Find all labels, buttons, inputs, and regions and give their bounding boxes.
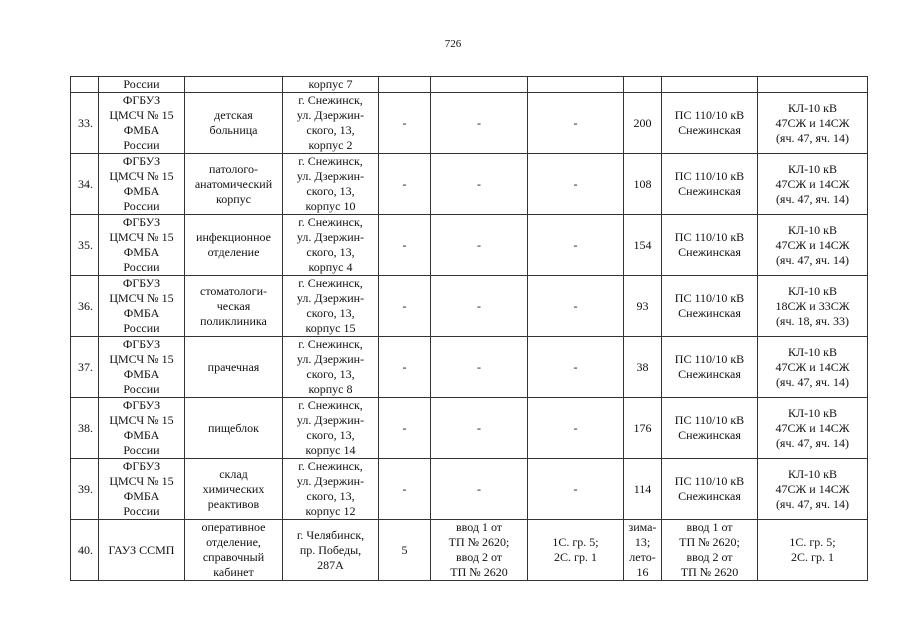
cell-address-line: корпус 10 <box>305 199 356 213</box>
cell-c7-line: 1С. гр. 5; <box>552 535 599 549</box>
cell-load: 154 <box>624 215 662 276</box>
cell-object-line: отделение, <box>206 535 261 549</box>
cell-address-line: г. Снежинск, <box>298 337 363 351</box>
table-row <box>71 398 868 459</box>
cell-c7: - <box>528 276 624 337</box>
cell-c5 <box>379 77 431 93</box>
cell-line <box>758 276 868 337</box>
cell-load <box>624 520 662 581</box>
cell-org-line: ФГБУЗ <box>122 337 161 351</box>
cell-c5: - <box>379 93 431 154</box>
cell-c6 <box>431 77 528 93</box>
cell-address <box>283 398 379 459</box>
cell-org-line: ФМБА <box>123 367 160 381</box>
cell-line <box>758 93 868 154</box>
cell-c5: 5 <box>379 520 431 581</box>
cell-object-line: поликлиника <box>200 313 267 328</box>
cell-object-line: кабинет <box>213 565 254 579</box>
cell-object <box>185 459 283 520</box>
cell-substation-line: ввод 2 от <box>686 550 733 564</box>
cell-address <box>283 276 379 337</box>
cell-substation-line: Снежинская <box>678 184 741 198</box>
cell-org-line: ФГБУЗ <box>122 93 161 107</box>
cell-org-line: России <box>123 443 160 457</box>
cell-object <box>185 77 283 93</box>
cell-line-line: 47СЖ и 14СЖ <box>775 115 850 130</box>
cell-substation-line: ПС 110/10 кВ <box>674 169 745 183</box>
cell-address-line: корпус 14 <box>305 443 356 457</box>
cell-address-line: 287А <box>317 557 344 572</box>
table-row <box>71 154 868 215</box>
cell-address <box>283 459 379 520</box>
table-row <box>71 93 868 154</box>
cell-address-line: г. Челябинск, <box>296 527 365 542</box>
cell-org: России <box>99 77 185 93</box>
cell-object <box>185 337 283 398</box>
cell-line <box>758 520 868 581</box>
cell-org <box>99 154 185 215</box>
cell-object <box>185 398 283 459</box>
cell-c7 <box>528 77 624 93</box>
cell-line-line: (яч. 18, яч. 33) <box>775 313 850 328</box>
cell-object <box>185 215 283 276</box>
cell-org-line: ФМБА <box>123 123 160 137</box>
cell-c7: - <box>528 93 624 154</box>
cell-substation-line: ПС 110/10 кВ <box>674 230 745 244</box>
cell-load: 108 <box>624 154 662 215</box>
table-row <box>71 276 868 337</box>
cell-org <box>99 337 185 398</box>
cell-c5: - <box>379 398 431 459</box>
cell-c5: - <box>379 276 431 337</box>
cell-line-line: 47СЖ и 14СЖ <box>775 420 850 435</box>
cell-address-line: г. Снежинск, <box>298 276 363 290</box>
cell-object-line: химических <box>202 481 265 496</box>
cell-address-line: ского, 13, <box>306 245 355 259</box>
cell-c7 <box>528 520 624 581</box>
cell-c6-line: ввод 1 от <box>455 520 503 534</box>
cell-address <box>283 520 379 581</box>
cell-substation-line: Снежинская <box>678 367 741 381</box>
cell-org-line: ЦМСЧ № 15 <box>109 291 174 305</box>
cell-org-line: ЦМСЧ № 15 <box>109 474 174 488</box>
cell-object <box>185 520 283 581</box>
cell-load-line: лето- <box>629 550 656 564</box>
cell-org-line: ФГБУЗ <box>122 398 161 412</box>
cell-line <box>758 337 868 398</box>
cell-line-line: 47СЖ и 14СЖ <box>775 481 850 496</box>
cell-object-line: патолого- <box>209 161 258 176</box>
cell-address-line: г. Снежинск, <box>298 154 363 168</box>
cell-c5: - <box>379 215 431 276</box>
cell-load-line: 13; <box>634 535 651 549</box>
cell-line-line: 47СЖ и 14СЖ <box>775 176 850 191</box>
cell-line-line: (яч. 47, яч. 14) <box>775 191 850 206</box>
cell-org-line: ЦМСЧ № 15 <box>109 108 174 122</box>
cell-address-line: ского, 13, <box>306 367 355 381</box>
cell-substation <box>662 215 758 276</box>
cell-org-line: ЦМСЧ № 15 <box>109 413 174 427</box>
cell-substation <box>662 337 758 398</box>
cell-line-line: КЛ-10 кВ <box>788 100 837 115</box>
cell-c6-line: ввод 2 от <box>455 550 503 564</box>
table-row <box>71 520 868 581</box>
cell-address-line: ул. Дзержин- <box>296 169 365 183</box>
table-row <box>71 215 868 276</box>
cell-address <box>283 154 379 215</box>
cell-org <box>99 215 185 276</box>
cell-org-line: ФМБА <box>123 245 160 259</box>
cell-substation-line: ТП № 2620; <box>679 535 740 549</box>
cell-object-line: справочный <box>202 550 265 564</box>
continuation-row <box>71 77 868 93</box>
cell-c7: - <box>528 337 624 398</box>
cell-org-line: ЦМСЧ № 15 <box>109 169 174 183</box>
cell-org-line: ГАУЗ ССМП <box>108 542 175 557</box>
cell-org-line: ЦМСЧ № 15 <box>109 352 174 366</box>
cell-substation <box>662 520 758 581</box>
cell-substation-line: Снежинская <box>678 245 741 259</box>
cell-org-line: ФГБУЗ <box>122 154 161 168</box>
cell-org-line: ЦМСЧ № 15 <box>109 230 174 244</box>
cell-num: 36. <box>71 276 99 337</box>
cell-object-line: стоматологи- <box>200 283 267 298</box>
cell-org <box>99 276 185 337</box>
cell-substation-line: ПС 110/10 кВ <box>674 291 745 305</box>
cell-org-line: России <box>123 321 160 335</box>
table-row <box>71 337 868 398</box>
data-table <box>70 76 868 581</box>
cell-org-line: ФГБУЗ <box>122 459 161 473</box>
cell-address-line: корпус 12 <box>305 504 356 518</box>
cell-org <box>99 93 185 154</box>
cell-c6: - <box>431 215 528 276</box>
cell-line-line: 47СЖ и 14СЖ <box>775 237 850 252</box>
cell-org-line: ФМБА <box>123 489 160 503</box>
cell-substation-line: ПС 110/10 кВ <box>674 413 745 427</box>
cell-org-line: ФМБА <box>123 428 160 442</box>
cell-load: 114 <box>624 459 662 520</box>
cell-address-line: корпус 8 <box>308 382 353 396</box>
cell-num: 37. <box>71 337 99 398</box>
cell-address-line: ул. Дзержин- <box>296 413 365 427</box>
cell-address-line: ского, 13, <box>306 428 355 442</box>
cell-address-line: корпус 4 <box>308 260 353 274</box>
cell-address <box>283 215 379 276</box>
cell-c7: - <box>528 398 624 459</box>
cell-org <box>99 520 185 581</box>
cell-line-line: КЛ-10 кВ <box>788 283 837 298</box>
cell-address-line: г. Снежинск, <box>298 215 363 229</box>
cell-address-line: ул. Дзержин- <box>296 474 365 488</box>
cell-object-line: анатомический <box>194 176 273 191</box>
cell-address-line: ского, 13, <box>306 306 355 320</box>
cell-address-line: корпус 2 <box>308 138 353 152</box>
cell-address-line: пр. Победы, <box>299 542 362 557</box>
cell-line-line: (яч. 47, яч. 14) <box>775 374 850 389</box>
cell-load-line: 16 <box>636 565 649 579</box>
cell-org-line: ФГБУЗ <box>122 215 161 229</box>
cell-load: 200 <box>624 93 662 154</box>
cell-c5: - <box>379 337 431 398</box>
cell-num <box>71 77 99 93</box>
cell-num: 39. <box>71 459 99 520</box>
cell-c6-line: ТП № 2620 <box>450 565 508 579</box>
cell-line-line: КЛ-10 кВ <box>788 405 837 420</box>
cell-object <box>185 93 283 154</box>
cell-line <box>758 77 868 93</box>
cell-address-line: корпус 15 <box>305 321 356 335</box>
cell-num: 33. <box>71 93 99 154</box>
cell-substation-line: Снежинская <box>678 123 741 137</box>
cell-substation-line: Снежинская <box>678 489 741 503</box>
cell-c5: - <box>379 154 431 215</box>
cell-c6: - <box>431 459 528 520</box>
cell-line <box>758 154 868 215</box>
cell-object <box>185 154 283 215</box>
cell-org-line: России <box>123 199 160 213</box>
cell-object-line: ческая <box>216 298 251 313</box>
cell-num: 34. <box>71 154 99 215</box>
cell-object-line: корпус <box>216 191 251 206</box>
cell-line-line: КЛ-10 кВ <box>788 222 837 237</box>
cell-substation <box>662 93 758 154</box>
cell-substation <box>662 459 758 520</box>
cell-load-line: зима- <box>628 520 657 534</box>
cell-substation-line: ТП № 2620 <box>680 565 739 579</box>
cell-object-line: детская <box>214 108 253 122</box>
cell-c6: - <box>431 337 528 398</box>
cell-substation <box>662 398 758 459</box>
cell-c7-line: 2С. гр. 1 <box>554 550 597 564</box>
cell-line-line: 2С. гр. 1 <box>791 550 834 564</box>
cell-address-line: ул. Дзержин- <box>296 291 365 305</box>
cell-address <box>283 93 379 154</box>
cell-object-line: пищеблок <box>207 420 260 435</box>
cell-c7: - <box>528 154 624 215</box>
cell-org <box>99 459 185 520</box>
cell-c5: - <box>379 459 431 520</box>
cell-line-line: (яч. 47, яч. 14) <box>775 252 850 267</box>
cell-object-line: инфекционное <box>196 230 271 244</box>
cell-line-line: 47СЖ и 14СЖ <box>775 359 850 374</box>
cell-line-line: (яч. 47, яч. 14) <box>775 435 850 450</box>
cell-object-line: прачечная <box>207 359 260 374</box>
cell-c7: - <box>528 459 624 520</box>
cell-org <box>99 398 185 459</box>
page-number: 726 <box>444 38 462 50</box>
cell-line-line: 1С. гр. 5; <box>789 535 836 549</box>
cell-object-line: больница <box>209 123 258 137</box>
cell-num: 38. <box>71 398 99 459</box>
cell-address-line: г. Снежинск, <box>298 93 363 107</box>
cell-line-line: 18СЖ и 33СЖ <box>775 298 850 313</box>
cell-c6: - <box>431 398 528 459</box>
cell-substation-line: ПС 110/10 кВ <box>674 108 745 122</box>
cell-address-line: ул. Дзержин- <box>296 108 365 122</box>
cell-object-line: склад <box>219 466 248 481</box>
cell-num: 40. <box>71 520 99 581</box>
cell-substation <box>662 77 758 93</box>
cell-line <box>758 459 868 520</box>
cell-org-line: ФГБУЗ <box>122 276 161 290</box>
cell-address-line: ского, 13, <box>306 184 355 198</box>
cell-substation-line: ПС 110/10 кВ <box>674 474 745 488</box>
cell-substation-line: Снежинская <box>678 306 741 320</box>
cell-c6: - <box>431 154 528 215</box>
cell-load <box>624 77 662 93</box>
cell-substation <box>662 154 758 215</box>
cell-c6: - <box>431 276 528 337</box>
cell-line <box>758 215 868 276</box>
cell-object-line: реактивов <box>207 496 260 511</box>
cell-line-line: (яч. 47, яч. 14) <box>775 130 850 145</box>
cell-line-line: КЛ-10 кВ <box>788 161 837 176</box>
cell-line-line: (яч. 47, яч. 14) <box>775 496 850 511</box>
cell-substation-line: ПС 110/10 кВ <box>674 352 745 366</box>
cell-address-line: ского, 13, <box>306 489 355 503</box>
cell-address-line: ул. Дзержин- <box>296 230 365 244</box>
cell-org-line: России <box>123 504 160 518</box>
cell-substation <box>662 276 758 337</box>
cell-org-line: ФМБА <box>123 184 160 198</box>
cell-address-line: ул. Дзержин- <box>296 352 365 366</box>
cell-load: 38 <box>624 337 662 398</box>
cell-object <box>185 276 283 337</box>
cell-line-line: КЛ-10 кВ <box>788 466 837 481</box>
cell-substation-line: Снежинская <box>678 428 741 442</box>
cell-object-line: оперативное <box>201 520 266 534</box>
cell-org-line: России <box>123 382 160 396</box>
cell-line-line: КЛ-10 кВ <box>788 344 837 359</box>
cell-address-line: г. Снежинск, <box>298 459 363 473</box>
cell-address: корпус 7 <box>283 77 379 93</box>
cell-org-line: России <box>123 138 160 152</box>
cell-object-line: отделение <box>207 245 260 259</box>
cell-address <box>283 337 379 398</box>
cell-substation-line: ввод 1 от <box>686 520 733 534</box>
cell-org-line: России <box>123 260 160 274</box>
cell-c6: - <box>431 93 528 154</box>
cell-load: 93 <box>624 276 662 337</box>
cell-c6-line: ТП № 2620; <box>448 535 510 549</box>
cell-c7: - <box>528 215 624 276</box>
cell-load: 176 <box>624 398 662 459</box>
cell-address-line: ского, 13, <box>306 123 355 137</box>
cell-line <box>758 398 868 459</box>
table-row <box>71 459 868 520</box>
cell-address-line: г. Снежинск, <box>298 398 363 412</box>
cell-num: 35. <box>71 215 99 276</box>
cell-org-line: ФМБА <box>123 306 160 320</box>
cell-c6 <box>431 520 528 581</box>
